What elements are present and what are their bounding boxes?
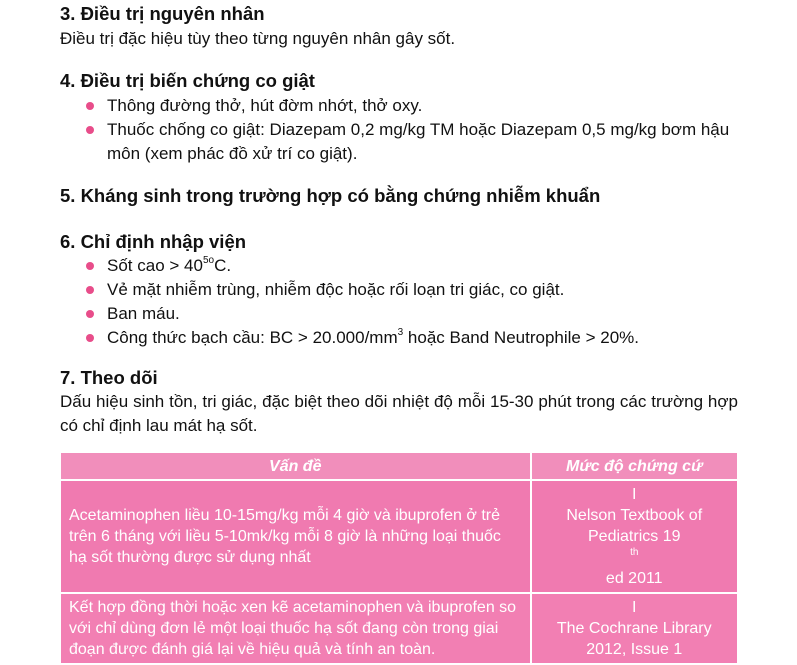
section-4-list xyxy=(0,94,738,166)
list-item: Thuốc chống co giật: Diazepam 0,2 mg/kg TM hoặc Diazepam 0,5 mg/kg bơm hậu môn (xem phác đồ xử trí co giật). xyxy=(0,118,738,166)
evidence-level: I xyxy=(632,486,637,503)
section-6-heading: 6. Chỉ định nhập viện xyxy=(60,231,247,252)
bullet-icon xyxy=(86,286,94,294)
column-header-evidence-level: Mức độ chứng cứ xyxy=(531,452,738,480)
evidence-source-line2: 2012, Issue 1 xyxy=(586,641,683,658)
list-item: Vẻ mặt nhiễm trùng, nhiễm độc hoặc rối loạn tri giác, co giật. xyxy=(0,278,738,302)
evidence-cell xyxy=(531,593,738,664)
issue-cell: Acetaminophen liều 10-15mg/kg mỗi 4 giờ và ibuprofen ở trẻ trên 6 tháng với liều 5-10mk/kg mỗi 8 giờ là những loại thuốc hạ sốt thường được sử dụng nhất xyxy=(60,480,531,593)
list-item: Ban máu. xyxy=(0,302,738,326)
evidence-level: I xyxy=(632,599,637,616)
list-item: Sốt cao > $40^{5o}C$. xyxy=(0,254,738,278)
list-item: Thông đường thở, hút đờm nhớt, thở oxy. xyxy=(0,94,738,118)
issue-cell: Kết hợp đồng thời hoặc xen kẽ acetaminophen và ibuprofen so với chỉ dùng đơn lẻ một loại thuốc hạ sốt đang còn trong giai đoạn được đánh giá lại về hiệu quả và tính an toàn. xyxy=(60,593,531,664)
evidence-source-line1: The Cochrane Library xyxy=(556,620,712,637)
section-3-heading: 3. Điều trị nguyên nhân xyxy=(60,3,265,24)
bullet-icon xyxy=(86,102,94,110)
section-6-list xyxy=(0,254,738,350)
evidence-cell xyxy=(531,480,738,593)
section-7-text: Dấu hiệu sinh tồn, tri giác, đặc biệt theo dõi nhiệt độ mỗi 15-30 phút trong các trường hợp có chỉ định lau mát hạ sốt. xyxy=(60,392,738,435)
table-row xyxy=(60,480,738,593)
evidence-table xyxy=(59,451,739,665)
bullet-icon xyxy=(86,334,94,342)
bullet-icon xyxy=(86,126,94,134)
table-header-row xyxy=(60,452,738,480)
section-3-text: Điều trị đặc hiệu tùy theo từng nguyên nhân gây sốt. xyxy=(60,29,456,48)
section-5-heading: 5. Kháng sinh trong trường hợp có bằng chứng nhiễm khuẩn xyxy=(60,185,601,206)
bullet-icon xyxy=(86,310,94,318)
section-7-heading: 7. Theo dõi xyxy=(60,367,158,388)
list-item: Công thức bạch cầu: BC > $20.000/mm^3$ hoặc Band Neutrophile > 20%. xyxy=(0,326,738,350)
table-row xyxy=(60,593,738,664)
evidence-source-line1: Nelson Textbook of xyxy=(566,507,703,524)
evidence-source-line2: Pediatrics 19 $^{th}$ ed 2011 xyxy=(588,528,681,587)
section-4-heading: 4. Điều trị biến chứng co giật xyxy=(60,70,315,91)
bullet-icon xyxy=(86,262,94,270)
column-header-issue: Vấn đề xyxy=(60,452,531,480)
